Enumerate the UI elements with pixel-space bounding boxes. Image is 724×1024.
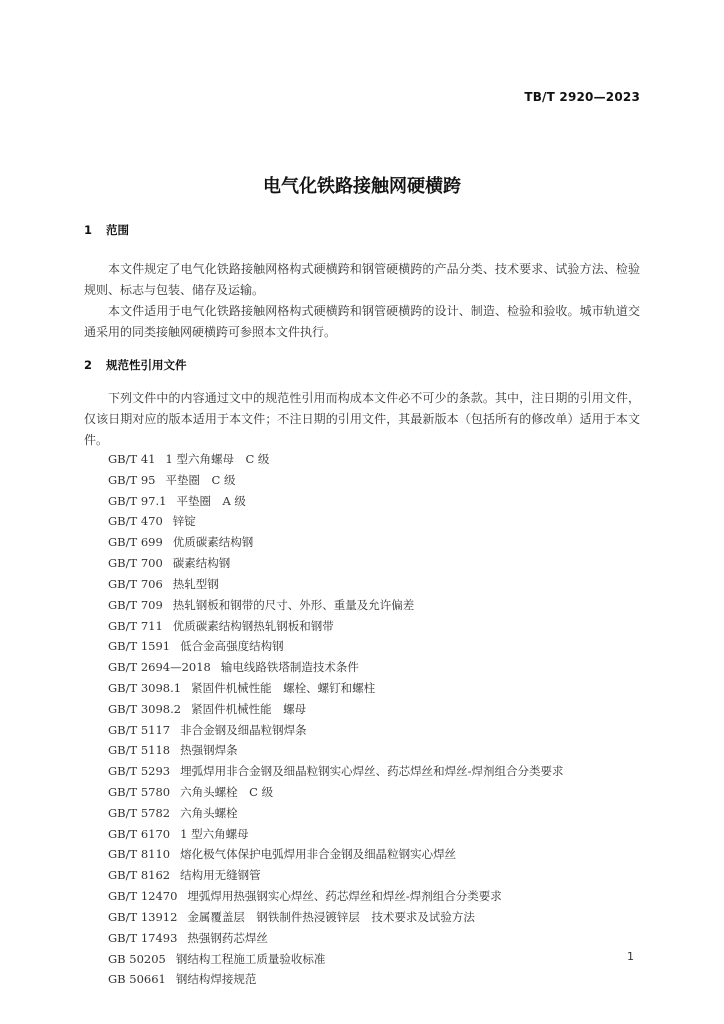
reference-item [108, 969, 564, 990]
reference-item [108, 553, 564, 574]
section-number: 1 [84, 223, 93, 237]
reference-title: 1 型六角螺母 [180, 826, 249, 841]
reference-item [108, 782, 564, 803]
reference-code: GB/T 13912 [108, 909, 178, 924]
reference-title: 紧固件机械性能 螺栓、螺钉和螺柱 [191, 680, 376, 695]
reference-code: GB/T 8162 [108, 868, 171, 883]
reference-code: GB/T 41 [108, 452, 156, 466]
reference-title: 熔化极气体保护电弧焊用非合金钢及细晶粒钢实心焊丝 [180, 847, 457, 862]
reference-title: 优质碳素结构钢热轧钢板和钢带 [172, 618, 334, 633]
scope-paragraph-1: 本文件规定了电气化铁路接触网格构式硬横跨和钢管硬横跨的产品分类、技术要求、试验方法、检验规则、标志与包装、储存及运输。 [84, 262, 640, 297]
reference-item [108, 740, 564, 761]
document-title: 电气化铁路接触网硬横跨 [263, 176, 461, 197]
reference-title: 热强钢药芯焊丝 [187, 930, 268, 945]
standard-number: TB/T 2920—2023 [524, 90, 640, 104]
reference-item [108, 803, 564, 824]
reference-item [108, 865, 564, 886]
references-intro-paragraph: 下列文件中的内容通过文中的规范性引用而构成本文件必不可少的条款。其中，注日期的引用文件，仅该日期对应的版本适用于本文件；不注日期的引用文件，其最新版本（包括所有的修改单）适用于本文件。 [84, 391, 640, 447]
reference-title: 紧固件机械性能 螺母 [191, 701, 307, 716]
section-number: 2 [84, 358, 93, 372]
section-heading-scope [84, 222, 129, 238]
reference-item [108, 657, 564, 678]
reference-code: GB/T 6170 [108, 826, 171, 841]
reference-title: 平垫圈 C 级 [165, 472, 236, 487]
reference-title: 输电线路铁塔制造技术条件 [220, 660, 359, 675]
reference-item [108, 907, 564, 928]
reference-code: GB/T 700 [108, 556, 163, 571]
reference-item [108, 678, 564, 699]
reference-item [108, 844, 564, 865]
reference-code: GB/T 3098.1 [108, 680, 182, 695]
section-heading-normative-references [84, 357, 187, 373]
reference-code: GB/T 709 [108, 597, 163, 612]
reference-code: GB/T 5117 [108, 722, 171, 737]
reference-list [108, 449, 564, 990]
reference-item [108, 928, 564, 949]
reference-title: 非合金钢及细晶粒钢焊条 [180, 722, 307, 737]
section-title: 范围 [106, 223, 129, 237]
reference-item [108, 449, 564, 470]
reference-title: 锌锭 [172, 514, 196, 529]
reference-code: GB/T 5293 [108, 764, 171, 779]
reference-item [108, 761, 564, 782]
reference-title: 低合金高强度结构钢 [180, 639, 284, 654]
reference-item [108, 824, 564, 845]
reference-code: GB/T 12470 [108, 889, 178, 904]
scope-paragraph-2: 本文件适用于电气化铁路接触网格构式硬横跨和钢管硬横跨的设计、制造、检验和验收。城市轨道交通采用的同类接触网硬横跨可参照本文件执行。 [84, 304, 640, 339]
reference-item [108, 470, 564, 491]
reference-item [108, 616, 564, 637]
reference-title: 热强钢焊条 [180, 743, 238, 758]
page-number: 1 [627, 950, 634, 963]
reference-title: 结构用无缝钢管 [180, 868, 261, 883]
reference-item [108, 699, 564, 720]
reference-title: 埋弧焊用非合金钢及细晶粒钢实心焊丝、药芯焊丝和焊丝-焊剂组合分类要求 [180, 764, 564, 779]
reference-title: 1 型六角螺母 C 级 [165, 452, 270, 466]
reference-title: 六角头螺栓 C 级 [180, 785, 274, 799]
reference-code: GB 50205 [108, 951, 166, 966]
reference-item [108, 949, 564, 970]
reference-code: GB/T 1591 [108, 639, 171, 654]
reference-item [108, 636, 564, 657]
reference-code: GB/T 5118 [108, 743, 171, 758]
reference-code: GB/T 17493 [108, 930, 178, 945]
reference-title: 钢结构焊接规范 [175, 972, 257, 987]
reference-title: 热轧钢板和钢带的尺寸、外形、重量及允许偏差 [172, 597, 415, 612]
reference-code: GB/T 706 [108, 576, 163, 591]
reference-code: GB/T 97.1 [108, 493, 167, 508]
reference-title: 六角头螺栓 [180, 805, 238, 820]
reference-item [108, 574, 564, 595]
reference-title: 热轧型钢 [172, 576, 219, 591]
section-title: 规范性引用文件 [106, 358, 187, 372]
reference-code: GB/T 95 [108, 472, 156, 487]
reference-title: 钢结构工程施工质量验收标准 [175, 951, 326, 966]
reference-title: 碳素结构钢 [172, 556, 231, 571]
reference-code: GB/T 699 [108, 535, 163, 550]
reference-title: 平垫圈 A 级 [176, 493, 246, 508]
reference-code: GB/T 5780 [108, 785, 171, 799]
reference-title: 优质碳素结构钢 [172, 535, 254, 550]
reference-code: GB 50661 [108, 972, 166, 987]
reference-code: GB/T 2694—2018 [108, 660, 211, 675]
reference-item [108, 595, 564, 616]
reference-item [108, 720, 564, 741]
reference-code: GB/T 470 [108, 514, 163, 529]
reference-title: 金属覆盖层 钢铁制件热浸镀锌层 技术要求及试验方法 [187, 909, 475, 924]
reference-item [108, 511, 564, 532]
reference-code: GB/T 5782 [108, 805, 171, 820]
reference-item [108, 532, 564, 553]
reference-code: GB/T 8110 [108, 847, 171, 862]
reference-title: 埋弧焊用热强钢实心焊丝、药芯焊丝和焊丝-焊剂组合分类要求 [187, 889, 502, 904]
reference-item [108, 491, 564, 512]
reference-item [108, 886, 564, 907]
reference-code: GB/T 3098.2 [108, 701, 182, 716]
reference-code: GB/T 711 [108, 618, 163, 633]
